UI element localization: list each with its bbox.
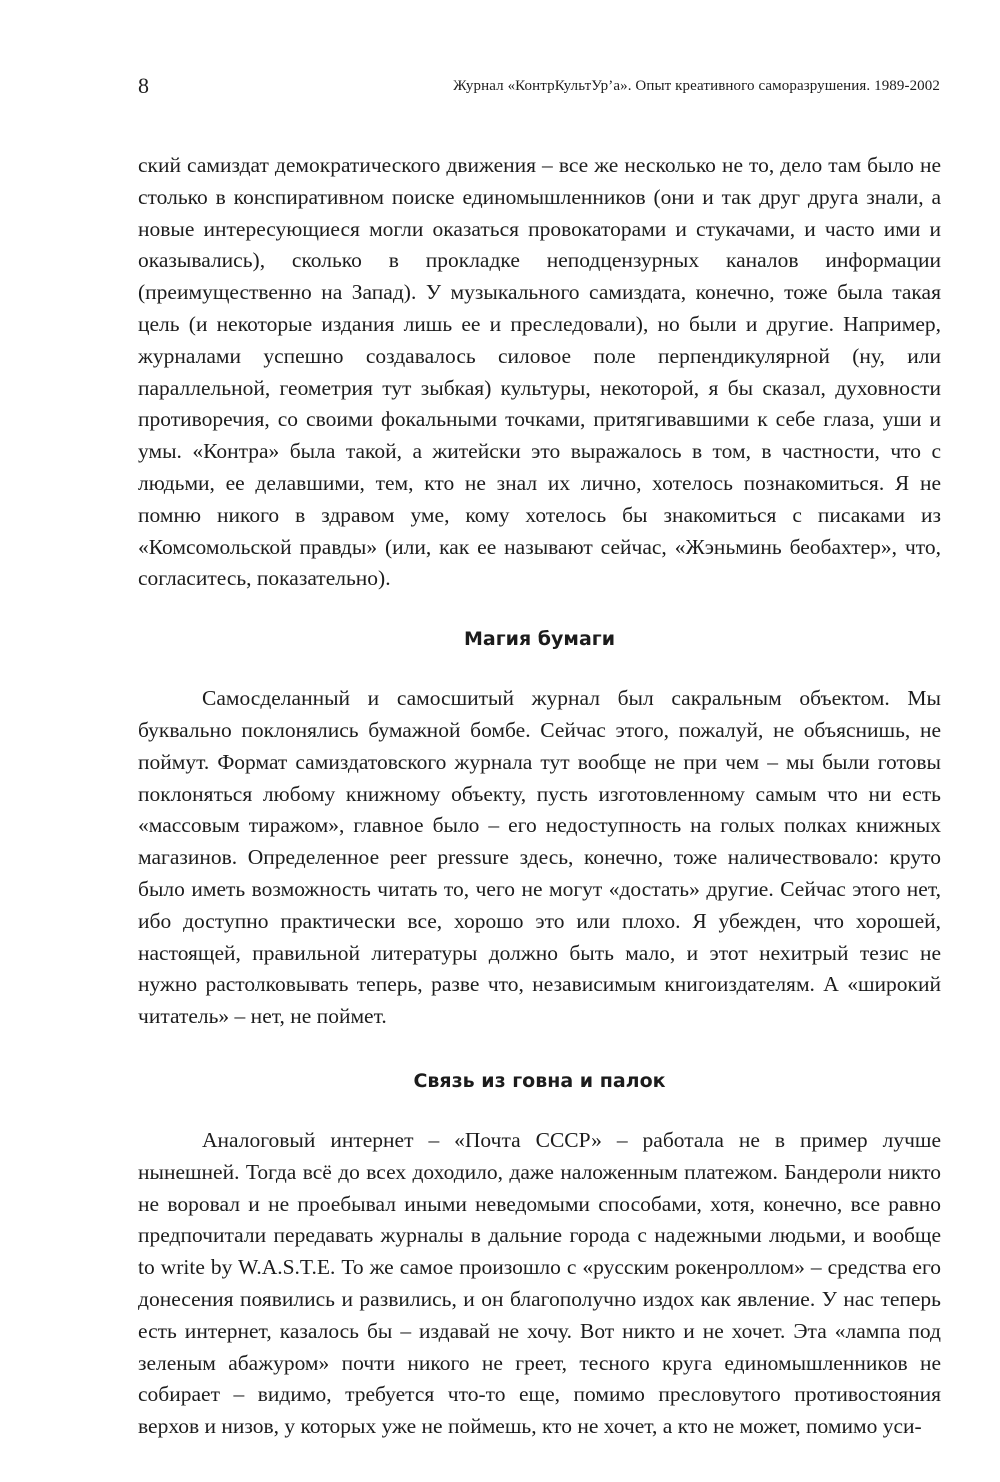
paragraph: Самосделанный и самосшитый журнал был сакральным объектом. Мы буквально поклонялись бумажной бомбе. Сейчас этого, пожалуй, не объяснишь, не поймут. Формат самиздатовского журнала тут вообще не при чем – мы были готовы поклоняться любому книжному объекту, пусть изготовленному самым что ни есть «массовым тиражом», главное было – его недоступность на голых полках книжных магазинов. Определенное peer pressure здесь, конечно, тоже наличествовало: круто было иметь возможность читать то, чего не могут «достать» другие. Сейчас этого нет, ибо доступно практически все, хорошо это или плохо. Я убежден, что хорошей, настоящей, правильной литературы должно быть мало, и этот нехитрый тезис не нужно растолковывать теперь, разве что, независимым книгоиздателям. А «широкий читатель» – нет, не поймет.	[138, 686, 941, 1029]
paragraph: Аналоговый интернет – «Почта СССР» – работала не в пример лучше нынешней. Тогда всё до всех доходило, даже наложенным платежом. Бандероли никто не воровал и не проебывал иными неведомыми способами, хотя, конечно, все равно предпочитали передавать журналы в дальние города с надежными людьми, и вообще to write by W.A.S.T.E. То же самое произошло с «русским рокенроллом» – средства его донесения появились и развились, и он благополучно издох как явление. У нас теперь есть интернет, казалось бы – издавай не хочу. Вот никто и не хочет. Эта «лампа под зеленым абажуром» почти никого не греет, тесного круга единомышленников не собирает – видимо, требуется что-то еще, помимо пресловутого противостояния верхов и низов, у которых уже не поймешь, кто не хочет, а кто не может, помимо уси-	[138, 1127, 941, 1439]
running-head	[138, 72, 940, 100]
section-heading-magic-of-paper: Магия бумаги	[463, 628, 616, 651]
page-number: 8	[138, 73, 149, 98]
paragraph-continued: ский самиздат демократического движения – все же несколько не то, дело там было не столько в конспиративном поиске единомышленников (они и так друг друга знали, а новые интересующиеся могли оказаться провокаторами и стукачами, и часто ими и оказывались), сколько в прокладке неподцензурных каналов информации (преимущественно на Запад). У музыкального самиздата, конечно, тоже была такая цель (и некоторые издания лишь ее и преследовали), но были и другие. Например, журналами успешно создавалось силовое поле перпендикулярной (ну, или параллельной, геометрия тут зыбкая) культуры, некоторой, я бы сказал, духовности противоречия, со своими фокальными точками, притягивавшими к себе глаза, уши и умы. «Контра» была такой, а житейски это выражалось в том, в частности, что с людьми, ее делавшими, тем, кто не знал их лично, хотелось познакомиться. Я не помню никого в здравом уме, кому хотелось бы знакомиться с писаками из «Комсомольской правды» (или, как ее называют сейчас, «Жэньминь беобахтер», что, согласитесь, показательно).	[138, 153, 941, 591]
main-text	[138, 150, 941, 1443]
running-title: Журнал «КонтрКультУр’а». Опыт креативного саморазрушения. 1989-2002	[453, 78, 940, 94]
section-heading-communication: Связь из говна и палок	[413, 1069, 666, 1092]
